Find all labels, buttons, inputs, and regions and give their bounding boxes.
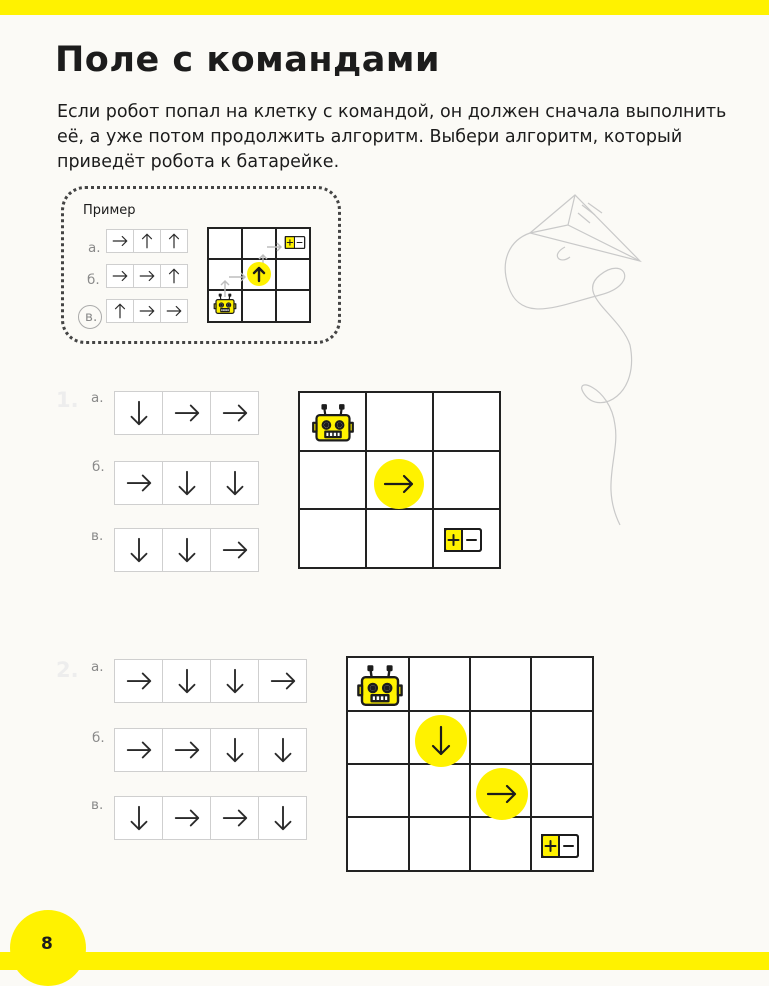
command-cell-right (106, 229, 134, 253)
command-cell-down (258, 728, 307, 772)
example-battery-icon (284, 235, 306, 254)
example-grid (207, 227, 311, 323)
task-2-grid (346, 656, 594, 872)
task-1-command-cell-right (374, 459, 424, 509)
battery-icon (284, 235, 306, 250)
command-cell-up (160, 229, 188, 253)
arrow-up-icon (138, 232, 156, 250)
arrow-down-icon (124, 535, 154, 565)
task-2-option-b-letter: б. (92, 730, 105, 746)
task-1-battery-icon (443, 526, 483, 558)
command-cell-right (210, 528, 259, 572)
task-1-grid (298, 391, 501, 569)
arrow-right-icon (220, 398, 250, 428)
battery-icon (540, 832, 580, 860)
arrow-right-icon (165, 302, 183, 320)
command-cell-down (210, 659, 259, 703)
task-2-option-c-commands[interactable] (114, 796, 307, 840)
arrow-down-icon (220, 468, 250, 498)
arrow-down-icon (220, 666, 250, 696)
task-2-option-c-letter: в. (91, 797, 104, 813)
command-cell-down (162, 528, 211, 572)
task-1-number: 1. (56, 388, 79, 412)
command-cell-right (133, 299, 161, 323)
arrow-right-icon (220, 803, 250, 833)
arrow-up-icon (165, 267, 183, 285)
example-option-c-commands[interactable] (106, 299, 188, 323)
robot-icon (213, 293, 237, 317)
arrow-down-icon (220, 735, 250, 765)
arrow-down-icon (268, 735, 298, 765)
arrow-right-icon (381, 472, 417, 496)
command-cell-right (133, 264, 161, 288)
command-cell-up (106, 299, 134, 323)
task-2-battery-icon (540, 832, 580, 864)
arrow-right-icon (484, 782, 520, 806)
command-cell-right (162, 796, 211, 840)
example-option-a-letter: а. (88, 240, 101, 256)
example-label: Пример (83, 203, 136, 218)
arrow-right-icon (111, 232, 129, 250)
robot-icon (311, 403, 355, 447)
arrow-down-icon (124, 398, 154, 428)
task-2-robot-icon (356, 664, 404, 716)
example-option-b-letter: б. (87, 272, 100, 288)
command-cell-right (258, 659, 307, 703)
task-1-option-c-letter: в. (91, 528, 104, 544)
arrow-up-icon (165, 232, 183, 250)
arrow-down-icon (124, 803, 154, 833)
arrow-up-icon (247, 262, 271, 286)
command-cell-down (114, 528, 163, 572)
arrow-right-icon (172, 735, 202, 765)
arrow-down-icon (172, 468, 202, 498)
task-1-option-a-commands[interactable] (114, 391, 259, 435)
task-1-robot-icon (311, 403, 355, 451)
command-cell-down (162, 659, 211, 703)
command-cell-up (133, 229, 161, 253)
task-2-command-cell-right (476, 768, 528, 820)
task-1-option-a-letter: а. (91, 390, 104, 406)
command-cell-down (210, 728, 259, 772)
arrow-right-icon (138, 267, 156, 285)
example-option-b-commands[interactable] (106, 264, 188, 288)
command-cell-right (160, 299, 188, 323)
arrow-right-icon (124, 666, 154, 696)
command-cell-right (210, 796, 259, 840)
command-cell-down (162, 461, 211, 505)
command-cell-right (210, 391, 259, 435)
arrow-right-icon (124, 468, 154, 498)
paper-plane-doodle-icon (490, 185, 670, 530)
arrow-right-icon (124, 735, 154, 765)
command-cell-down (258, 796, 307, 840)
arrow-down-icon (429, 723, 453, 759)
example-option-c-letter: в. (85, 309, 98, 325)
command-cell-down (114, 796, 163, 840)
instruction-text: Если робот попал на клетку с командой, он должен сначала выполнить её, а уже потом продолжить алгоритм. Выбери алгоритм, который приведёт робота к батарейке. (57, 102, 727, 172)
task-2-command-cell-down (415, 715, 467, 767)
page-title: Поле с командами (55, 40, 441, 80)
arrow-right-icon (111, 267, 129, 285)
example-robot-icon (213, 293, 237, 321)
arrow-down-icon (268, 803, 298, 833)
bottom-yellow-bar (0, 952, 769, 970)
task-2-option-a-commands[interactable] (114, 659, 307, 703)
arrow-right-icon (220, 535, 250, 565)
task-1-option-b-letter: б. (92, 459, 105, 475)
arrow-right-icon (268, 666, 298, 696)
task-2-number: 2. (56, 658, 79, 682)
command-cell-right (114, 659, 163, 703)
arrow-up-icon (111, 302, 129, 320)
arrow-down-icon (172, 666, 202, 696)
battery-icon (443, 526, 483, 554)
example-command-cell-up (247, 262, 271, 286)
command-cell-down (114, 391, 163, 435)
task-2-option-a-letter: а. (91, 659, 104, 675)
command-cell-right (106, 264, 134, 288)
arrow-right-icon (138, 302, 156, 320)
robot-icon (356, 664, 404, 712)
arrow-right-icon (172, 803, 202, 833)
command-cell-right (162, 391, 211, 435)
task-2-option-b-commands[interactable] (114, 728, 307, 772)
arrow-right-icon (172, 398, 202, 428)
command-cell-up (160, 264, 188, 288)
top-yellow-bar (0, 0, 769, 15)
page-number: 8 (41, 934, 53, 954)
task-1-option-c-commands[interactable] (114, 528, 259, 572)
command-cell-right (162, 728, 211, 772)
task-1-option-b-commands[interactable] (114, 461, 259, 505)
arrow-down-icon (172, 535, 202, 565)
command-cell-right (114, 728, 163, 772)
command-cell-down (210, 461, 259, 505)
example-option-a-commands[interactable] (106, 229, 188, 253)
command-cell-right (114, 461, 163, 505)
